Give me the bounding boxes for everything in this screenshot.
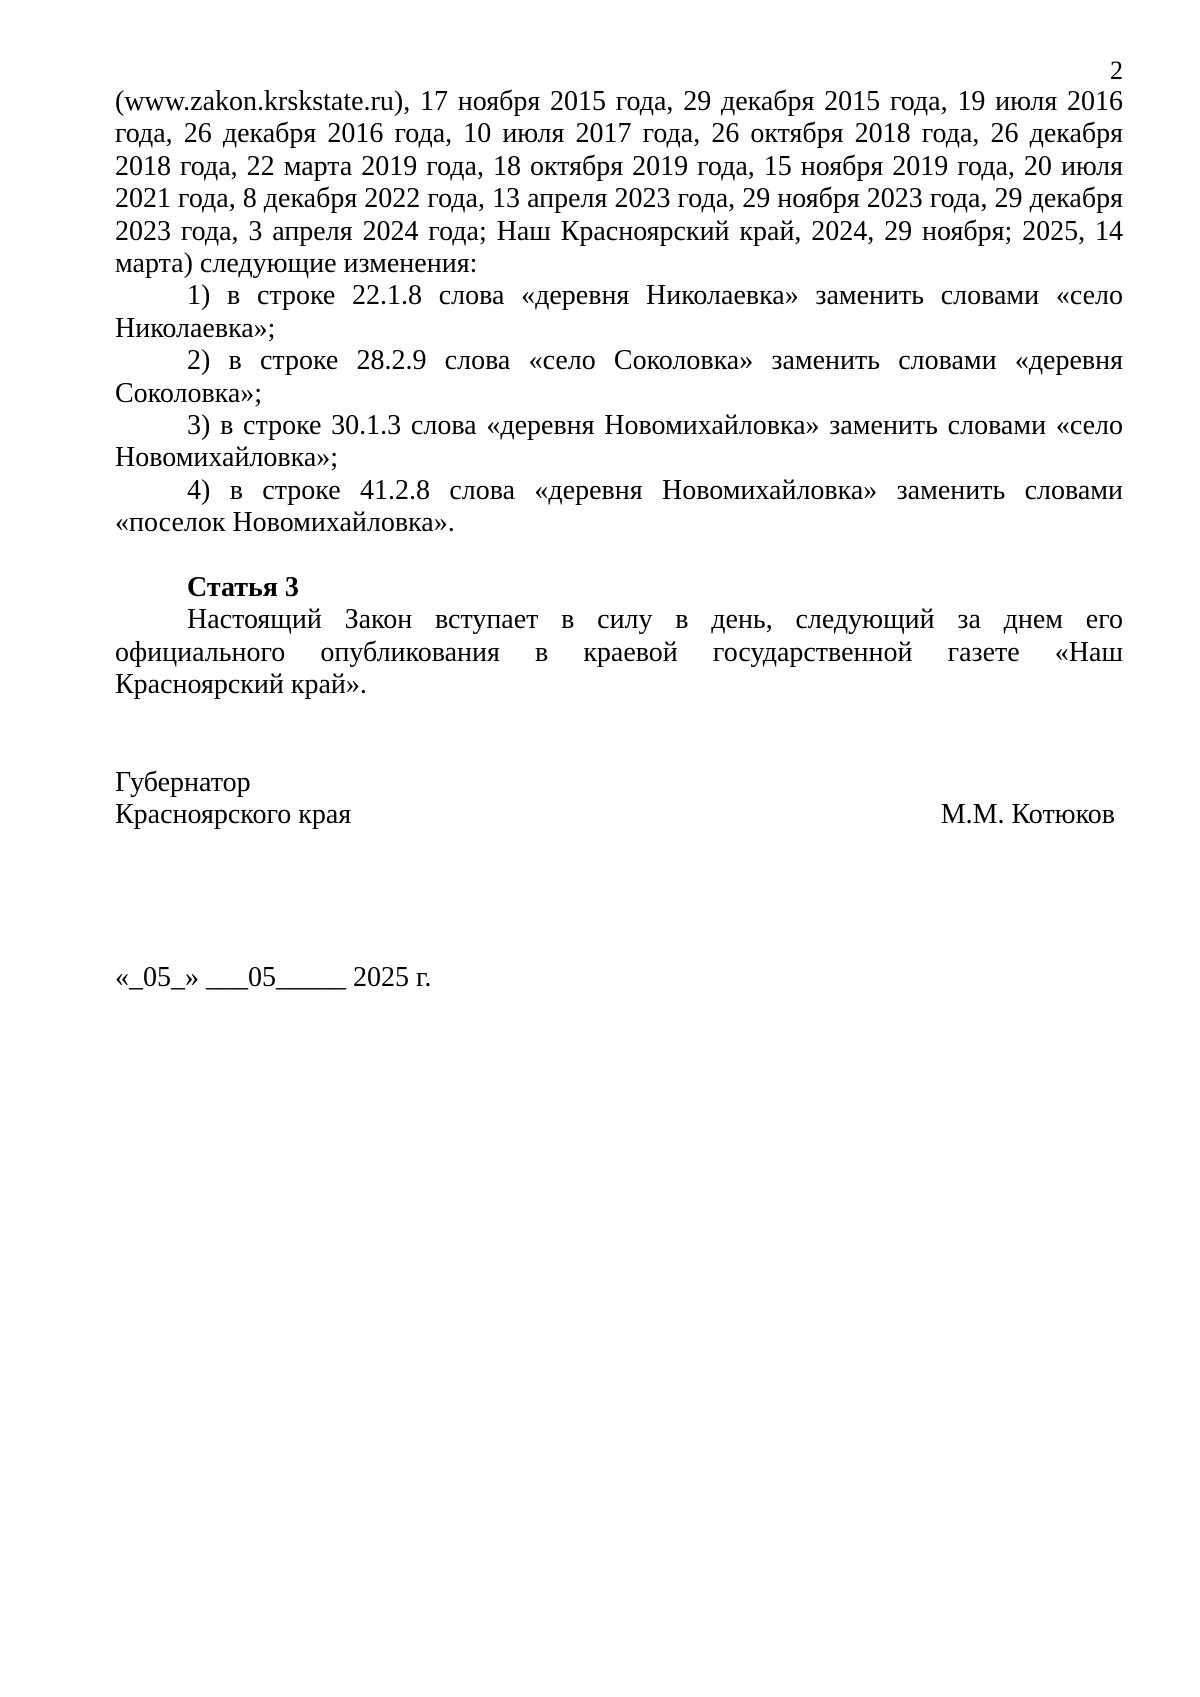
- signatory-position-line2: Красноярского края: [115, 799, 352, 831]
- intro-paragraph: (www.zakon.krskstate.ru), 17 ноября 2015 года, 29 декабря 2015 года, 19 июля 2016 года, 26 декабря 2016 года, 10 июля 2017 года, 26 октября 2018 года, 26 декабря 2018 года, 22 марта 2019 года, 18 октября 2019 года, 15 ноября 2019 года, 20 июля 2021 года, 8 декабря 2022 года, 13 апреля 2023 года, 29 ноября 2023 года, 29 декабря 2023 года, 3 апреля 2024 года; Наш Красноярский край, 2024, 29 ноября; 2025, 14 марта) следующие изменения:: [115, 86, 1123, 280]
- signature-block: [115, 767, 1123, 832]
- amendment-item-3: 3) в строке 30.1.3 слова «деревня Новомихайловка» заменить словами «село Новомихайловка»;: [115, 410, 1123, 474]
- page-number: 2: [1110, 56, 1123, 85]
- signatory-name: М.М. Котюков: [940, 799, 1115, 831]
- amendment-item-1: 1) в строке 22.1.8 слова «деревня Николаевка» заменить словами «село Николаевка»;: [115, 280, 1123, 344]
- amendment-item-4: 4) в строке 41.2.8 слова «деревня Новомихайловка» заменить словами «поселок Новомихайловка».: [115, 474, 1123, 539]
- document-body: [115, 86, 1123, 701]
- signatory-position-line1: Губернатор: [115, 767, 251, 798]
- article-3: [115, 572, 1123, 702]
- amendment-item-2: 2) в строке 28.2.9 слова «село Соколовка» заменить словами «деревня Соколовка»;: [115, 345, 1123, 409]
- article-title: Статья 3: [187, 571, 299, 603]
- article-text: Настоящий Закон вступает в силу в день, следующий за днем его официального опубликования в краевой государственной газете «Наш Красноярский край».: [115, 604, 1123, 700]
- signature-line: [115, 799, 1123, 831]
- signing-date: «_05_» ___05_____ 2025 г.: [115, 962, 432, 993]
